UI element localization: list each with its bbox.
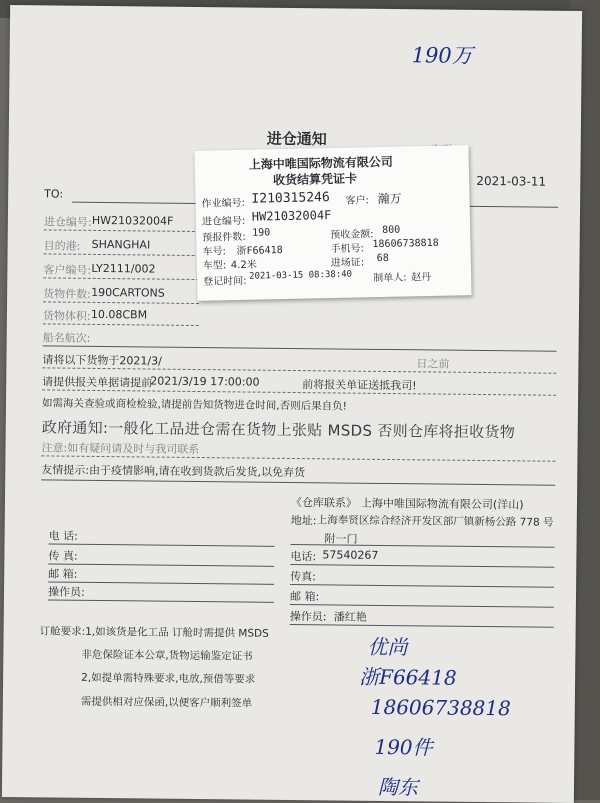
field-label: 货物件数:: [43, 287, 91, 301]
warehouse-divider: [290, 584, 554, 588]
handwritten-signature: 陶东: [377, 774, 419, 800]
field-value-destination: SHANGHAI: [91, 237, 151, 252]
handwritten-top-note: 190万: [411, 43, 473, 68]
booking-requirement-1: 订舱要求:1,如该货是化工品 订舱时需提供 MSDS: [39, 625, 269, 640]
field-label: 船名航次:: [42, 331, 91, 345]
left-contact-divider: [48, 563, 274, 566]
delivery-notice: 请将以下货物于2021/3/: [42, 353, 162, 368]
delivery-notice-suffix: 日之前: [416, 357, 450, 371]
docs-notice-suffix: 前将报关单证送抵我司!: [302, 378, 417, 393]
docs-deadline: 2021/3/19 17:00:00: [150, 374, 260, 389]
attention-note: 注意:如有疑问请及时与我司联系: [41, 441, 200, 457]
gov-msds-notice: 政府通知:一般化工品进仓需在货物上张贴 MSDS 否则仓库将拒收货物: [41, 418, 516, 442]
inspection-notice: 如需海关查验或商检检验,请提前告知货物进仓时间,否则后果自负!: [41, 397, 347, 413]
card-subtitle: 收货结算凭证卡: [272, 171, 358, 188]
left-phone-label: 电 话:: [48, 529, 78, 543]
field-value-entry-no: HW21032004F: [91, 213, 174, 228]
left-contact-divider: [49, 543, 275, 546]
phone-label: 电话:: [290, 549, 317, 564]
handwritten-pieces: 190件: [374, 734, 433, 760]
field-divider: [43, 323, 199, 326]
card-reg-time: 2021-03-15 08:38:40: [249, 269, 353, 282]
warehouse-divider: [290, 604, 554, 608]
warehouse-phone: 57540267: [322, 548, 379, 562]
card-clerk: 赵丹: [411, 271, 432, 284]
notice-divider: [42, 367, 556, 373]
field-value-pieces: 190CARTONS: [91, 285, 165, 300]
card-pieces-label: 预报件数:: [202, 231, 246, 244]
left-operator-label: 操作员:: [47, 585, 85, 599]
handwritten-company: 优尚: [367, 634, 408, 660]
warehouse-heading: 《仓库联系》: [290, 495, 358, 510]
address-label: 地址:: [290, 513, 317, 528]
card-mobile: 18606738818: [372, 237, 439, 251]
epidemic-reminder: 友情提示:由于疫情影响,请在收到货款后发货,以免弃货: [41, 463, 306, 480]
handwritten-plate: 浙F66418: [359, 664, 457, 690]
handwritten-phone: 18606738818: [370, 694, 511, 721]
field-value-volume: 10.08CBM: [90, 307, 148, 322]
address-line-1: 上海奉贤区综合经济开发区部厂镇新杨公路 778 号: [316, 514, 554, 529]
field-divider: [43, 277, 199, 280]
field-label: 客户编号:: [43, 263, 92, 277]
card-mobile-label: 手机号:: [330, 243, 365, 256]
left-contact-divider: [48, 599, 274, 602]
field-divider: [43, 301, 199, 304]
warehouse-notice-sheet: [2, 5, 582, 803]
left-fax-label: 传 真:: [48, 549, 78, 563]
address-line-2: 附一门: [324, 532, 358, 546]
to-label: TO:: [44, 187, 64, 201]
field-label: 货物体积:: [42, 309, 91, 323]
card-entry-no: HW21032004F: [251, 208, 332, 224]
field-divider: [44, 253, 200, 256]
document-title: 进仓通知: [266, 129, 327, 149]
field-divider: [44, 229, 200, 232]
card-entry-label: 进仓编号:: [201, 215, 246, 228]
email-label: 邮 箱:: [289, 589, 320, 604]
card-vehicle: 4.2米: [230, 259, 257, 272]
document-date: 2021-03-11: [476, 173, 547, 189]
card-plate-label: 车号:: [202, 246, 227, 258]
card-job-label: 作业编号:: [201, 197, 246, 210]
operator-name: 潘红艳: [333, 610, 367, 624]
card-job-no: I210315246: [251, 190, 330, 207]
left-email-label: 邮 箱:: [48, 567, 78, 581]
docs-notice: 请提供报关单据请提前: [42, 375, 153, 390]
warehouse-divider: [290, 624, 554, 628]
warehouse-divider: [290, 564, 554, 568]
field-label: 目的港:: [43, 239, 81, 253]
card-company: 上海中唯国际物流有限公司: [248, 154, 393, 172]
card-customer-label: 客户:: [345, 195, 370, 207]
booking-requirement-4: 需提供相对应保函,以便客户顺利签单: [80, 695, 253, 710]
notice-divider: [42, 389, 556, 395]
booking-requirement-3: 2,如提单需特殊要求,电放,预借等要求: [81, 671, 256, 686]
field-label: 进仓编号:: [43, 215, 92, 229]
card-vehicle-label: 车型:: [202, 260, 227, 272]
card-gate: 68: [376, 252, 389, 265]
card-prepaid: 800: [382, 224, 401, 236]
card-customer: 瀚万: [377, 191, 402, 207]
section-divider: [41, 479, 555, 485]
card-clerk-label: 制单人:: [373, 272, 407, 285]
notice-divider: [41, 455, 555, 461]
card-gate-label: 进场证:: [330, 257, 365, 270]
receipt-card: [194, 145, 471, 301]
section-divider: [43, 345, 557, 351]
field-value-customer-no: LY2111/002: [91, 261, 156, 276]
operator-label: 操作员:: [289, 609, 327, 624]
card-prepaid-label: 预收金额:: [330, 229, 374, 242]
warehouse-company: 上海中唯国际物流有限公司(洋山): [360, 496, 524, 512]
booking-requirement-2: 非危保险证本公章,货物运输鉴定证书: [81, 648, 253, 663]
card-reg-label: 登记时间:: [203, 275, 247, 288]
card-plate: 浙F66418: [236, 245, 283, 258]
card-pieces: 190: [252, 227, 271, 239]
fax-label: 传真:: [290, 569, 316, 584]
